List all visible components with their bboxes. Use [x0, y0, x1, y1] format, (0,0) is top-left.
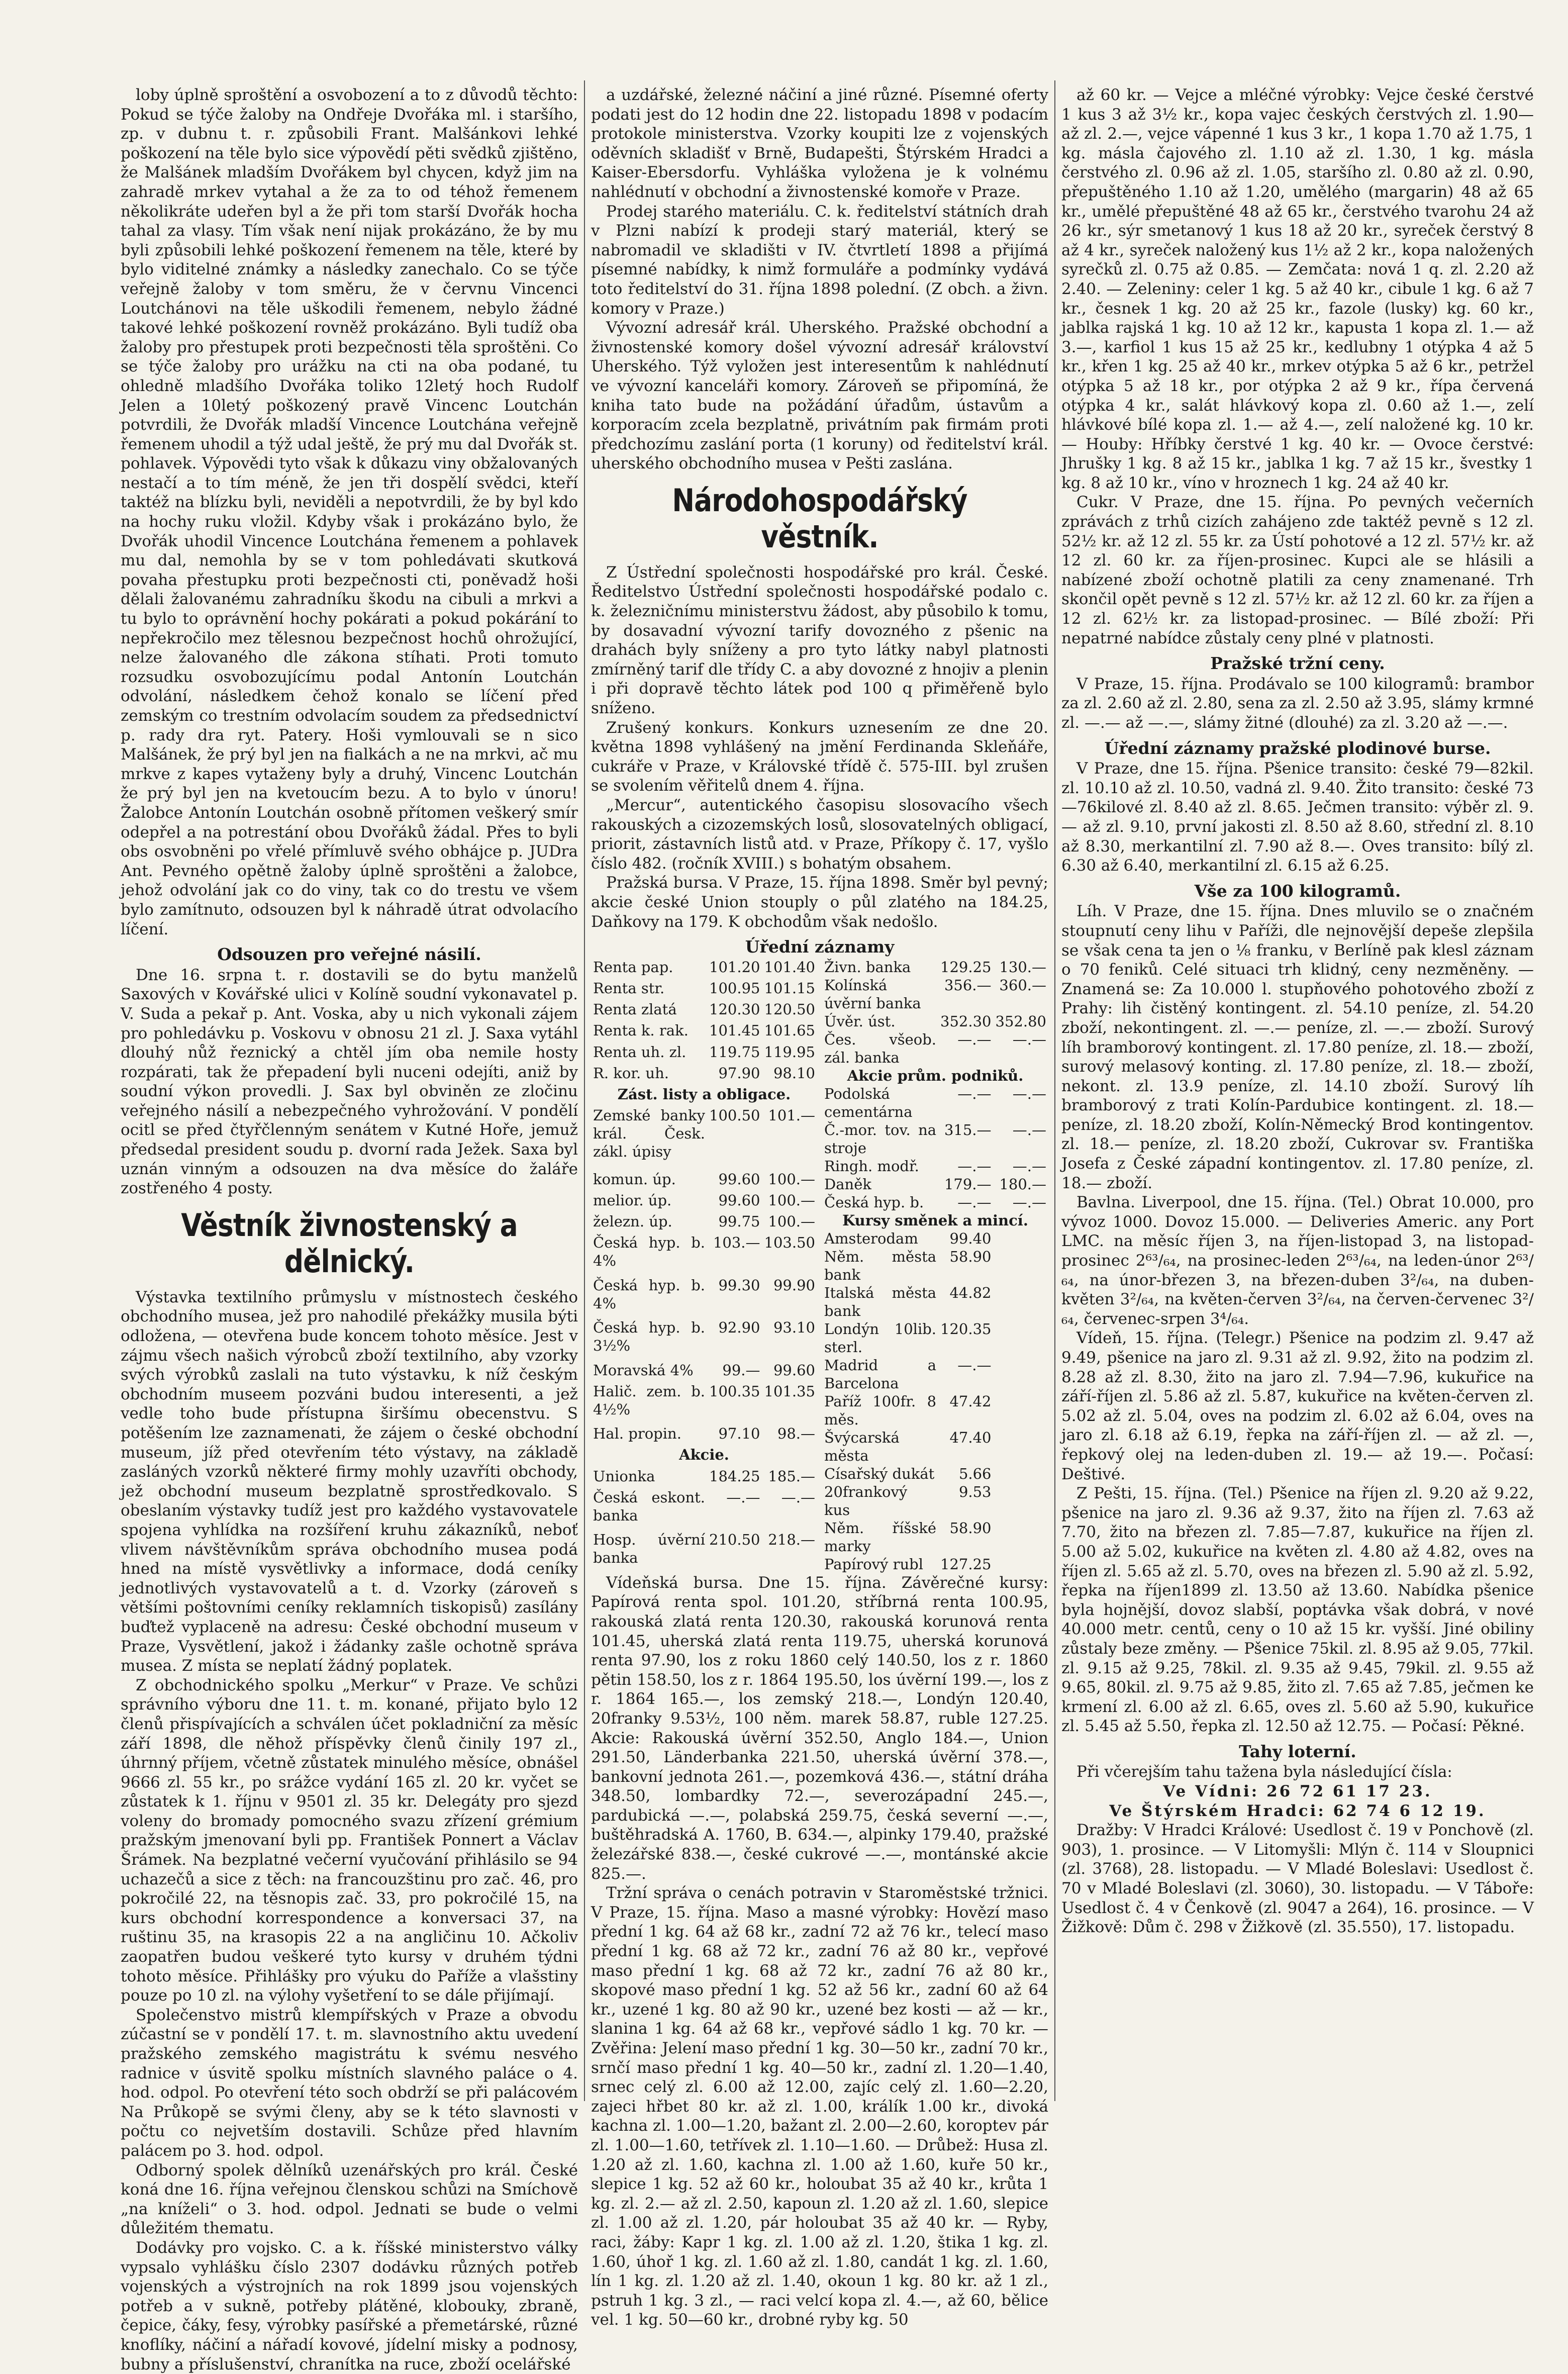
table-cell: 99.60 — [718, 1191, 760, 1209]
table-row — [591, 1106, 817, 1170]
bourse-tables — [591, 958, 1048, 1573]
table-cell: —.— — [1012, 1157, 1046, 1175]
article-paragraph: Společenstvo mistrů klempířských v Praze a obvodu zúčastní se v pondělí 17. t. m. slavnostního aktu uvedení pražského zemského magistrátu k svému nesvého radnice v úsvitě spolku místních slavného paláce o 4. hod. odpol. Po otevření této soch obdrží se při palácovém Na Průkopě se svými členy, aby se k této slavnosti v počtu co nejvetším dostavili. Schůze před hlavním palácem po 3. hod. odpol. — [121, 2006, 578, 2160]
table-cell: 101.— — [768, 1107, 815, 1124]
table-cell: —.— — [957, 1030, 992, 1048]
table-row — [822, 1284, 1048, 1320]
table-cell: 99.75 — [718, 1213, 760, 1230]
table-cell: Podolská cementárna — [824, 1085, 913, 1120]
article-paragraph: V Praze, dne 15. října. Pšenice transito: české 79—82kil. zl. 10.10 až zl. 10.50, vadná zl. 9.40. Žito transito: české 73—76kilové zl. 8.40 až zl. 8.65. Ječmen transito: výběr zl. 9.— až zl. 9.10, první jakosti zl. 8.50 až 8.60, střední zl. 8.10 až 8.30, merkantilní zl. 7.90 až 8.—. Oves transito: bílý zl. 6.30 až 6.40, merkantilní zl. 6.15 až 6.25. — [1061, 759, 1534, 875]
table-cell: Č.-mor. tov. na stroje — [824, 1121, 937, 1157]
table-row — [591, 958, 817, 979]
table-cell: 218.— — [768, 1531, 815, 1549]
table-cell: Madrid a Barcelona — [824, 1356, 937, 1392]
table-cell: Daněk — [824, 1175, 871, 1193]
table-subheading: Zást. listy a obligace. — [617, 1085, 791, 1103]
table-cell: 98.10 — [773, 1064, 815, 1082]
table-cell: 101.40 — [764, 958, 815, 976]
table-cell: 119.95 — [764, 1043, 815, 1061]
bourse-table-right — [822, 958, 1048, 1573]
table-cell: 127.25 — [940, 1555, 992, 1573]
table-cell: —.— — [957, 1085, 992, 1102]
table-cell: 47.40 — [949, 1429, 992, 1446]
article-paragraph: loby úplně sproštění a osvobození a to z důvodů těchto: Pokud se týče žaloby na Ondřeje Dvořáka ml. i staršího, zp. v dubnu t. r. způsobili Frant. Malšánkovi lehké poškození na těle bylo sice výpovědí pěti svědků zjištěno, že Malšánek mladším Dvořákem byl chycen, když jim na zahradě mrkev vytahal a že za to od téhož řemenem několikráte udeřen byl a že při tom starší Dvořák hocha tahal za vlasy. Tím však není nijak prokázáno, že by mu byli způsobili lehké poškození řemenem na těle, které by bylo viditelné známky a následky zanechalo. Co se týče veřejně žaloby v tom směru, že v červnu Vincenci Loutchánovi na těle uškodili řemenem, nebylo žádné takové lehké poškození rovněž prokázáno. Byli tudíž oba žaloby pro přestupek proti bezpečnosti těla sproštěni. Co se týče žaloby pro urážku na cti na oba podané, tu ohledně mladšího Dvořáka toliko 12letý hoch Rudolf Jelen a 10letý poškozený pravě Vincenc Loutchán potvrdili, že Dvořák mladší Vincence Loutchána veřejně řemenem uhodil a týž udal ještě, že prý mu dal Dvořák st. pohlavek. Výpovědi tyto však k důkazu viny obžalovaných nestačí a to tím méně, že jen tři dospělí svědci, kteří taktéž na blízku byli, neviděli a nepotvrdili, že by byl kdo na hochy ruku vložil. Kdyby však i prokázáno bylo, že Dvořák uhodil Vincence Loutchána řemenem a pohlavek mu dal, nemohla by se v tom pohledávati skutková povaha přestupku proti bezpečnosti cti, poněvadž hoši dělali žalovanému zahradníku škodu na cibuli a mrkvi a tu bylo to oprávnění hochy pokárati a pokud pokárání to nepřekročilo mez tělesnou bezpečnost hochů ohrožující, nelze žalovaného dle zákona stíhati. Proti tomuto rozsudku osvobozujícímu podal Antonín Loutchán odvolání, následkem čehož konalo se líčení před zemským co trestním odvolacím soudem za předsednictví p. rady dra ryt. Patery. Hoši vymlouvali se n sico Malšánek, že prý byl jen na fialkách a ne na mrkvi, ač mu mrkve z kapes vytaženy byly a druhý, Vincenc Loutchán že prý byl jen na kvetoucím bezu. A to bylo v únoru! Žalobce Antonín Loutchán osobně přítomen veškerý smír odepřel a na potrestání obou Dvořáků žádal. Přes to byli obs osvobněni po vřelé přímluvě svého obhájce p. JUDra Ant. Pevného opětně žaloby úplně sproštěni a žalobce, jehož odvolání jak co do viny, tak co do trestu ve všem bylo zamítnuto, odsouzen byl k náhradě útrat odvolacího líčení. — [121, 86, 578, 938]
table-cell: Něm. říšské marky — [824, 1519, 937, 1555]
table-cell: Česká hyp. b. — [824, 1193, 924, 1211]
headline-uredni-zaznamy: Úřední záznamy pražské plodinové burse. — [1104, 738, 1491, 758]
article-paragraph: Vídeň, 15. října. (Telegr.) Pšenice na podzim zl. 9.47 až 9.49, pšenice na jaro zl. 9.31 až zl. 9.92, žito na podzim zl. 8.28 až zl. 8.30, žito na jaro zl. 7.94—7.96, kukuřice na září-říjen zl. 5.86 až zl. 5.87, kukuřice na květen-červen zl. 5.02 až zl. 5.04, oves na podzim zl. 6.02 až 6.04, oves na jaro zl. 6.18 až 6.19, řepka na září-říjen zl. — až zl. —, řepkový olej na leden-duben zl. 19.— až 19.—. Počasí: Deštivé. — [1061, 1329, 1534, 1483]
table-cell: —.— — [1012, 1085, 1046, 1102]
table-cell: 58.90 — [949, 1248, 992, 1265]
section-title-narodohospodarsky: Národohospodářský věstník. — [672, 482, 967, 555]
article-paragraph: V Praze, 15. října. Prodávalo se 100 kilogramů: brambor za zl. 2.60 až zl. 2.80, sena za zl. 2.50 až 3.95, slámy krmné zl. —.— až —.—, slámy žitné (dlouhé) za zl. 3.20 až —.—. — [1061, 675, 1534, 732]
table-row — [822, 1229, 1048, 1248]
table-cell: 92.90 — [718, 1319, 760, 1337]
article-paragraph: Z Ústřední společnosti hospodářské pro král. České. Ředitelstvo Ústřední společnosti hospodářské podalo c. k. železničnímu ministerstvu žádost, aby působilo k tomu, by dosavadní vývozní tarify dovozného z pšenic na drahách byly sníženy a pro tyto látky nabyl platnosti zmírněný tarif dle třídy C. a aby dovozné z hnojiv a plenin i při dopravě těchto látek pod 100 q přiměřeně bylo sníženo. — [591, 563, 1048, 718]
table-row — [822, 1320, 1048, 1356]
table-row — [822, 1356, 1048, 1392]
table-row — [591, 1043, 817, 1064]
article-paragraph: Z obchodnického spolku „Merkur“ v Praze. Ve schůzi správního výboru dne 11. t. m. konané, přijato bylo 12 členů přispívajících a schválen účet pokladniční za měsíc září 1898, dle něhož příspěvky členů činily 197 zl., úhrnný příjem, včetně zůstatek minulého měsíce, obnášel 9666 zl. 55 kr., po srážce vydání 165 zl. 20 kr. vyčet se zůstatek k 1. říjnu v 9501 zl. 35 kr. Delegáty pro sjezd voleny do bromady pomocného svazu zřízení grémium pražským jmenovaní byli pp. František Ponnert a Václav Šrámek. Na bezplatné večerní vyučování přihlásilo se 94 uchazečů a sice z těch: na francouzštinu pro zač. 46, pro pokročilé 22, na těsnopis zač. 33, pro pokročilé 15, na kurs obchodní korrespondence a konversaci 37, na ruštinu 35, na krasopis 22 a na angličinu 10. Ačkoliv zaopatřen budou veškeré tyto kursy v druhém týdni tohoto měsíce. Přihlášky pro výuku do Paříže a vlašstiny pouze po 10 zl. na výlohy vyšetření to se dále přijímají. — [121, 1676, 578, 2005]
table-cell: 100.50 — [709, 1107, 760, 1124]
table-cell: Renta uh. zl. — [593, 1043, 687, 1061]
table-cell: Čes. všeob. zál. banka — [824, 1030, 937, 1066]
article-paragraph: Dražby: V Hradci Králové: Usedlost č. 19 v Ponchově (zl. 903), 1. prosince. — V Litomyšli: Mlýn č. 114 v Sloupnici (zl. 3768), 28. listopadu. — V Mladé Boleslavi: Usedlost č. 70 v Mladé Boleslavi (zl. 3060), 30. listopadu. — V Táboře: Usedlost č. 4 v Čenkově (zl. 9047 a 264), 16. prosince. — V Žižkově: Dům č. 298 v Žižkově (zl. 35.550), 17. listopadu. — [1061, 1821, 1534, 1937]
table-cell: 103.— — [713, 1234, 760, 1252]
table-cell: 179.— — [944, 1175, 992, 1193]
article-paragraph: Výstavka textilního průmyslu v místnostech českého obchodního musea, jež pro nahodilé překážky musila býti odložena, — otevřena bude koncem tohoto měsíce. Jest v zájmu všech našich výrobců zboží textilního, aby vzorky svých výrobků zaslali na tuto výstavku, k níž českým obchodním museem pozváni budou interesenti, a jež vedle toho bude přístupna širšímu obecenstvu. S potěšením lze zaznamenati, že zájem o české obchodní museum, jíž před otevřením této výstavy, na základě zasláných vzorků některé firmy mohly uzavříti obchody, jež obchodní museum bezplatně sprostředkovalo. S obeslaním výstavky tudíž jest pro každého vystavovatele spojena vyhlídka na rozšíření kruhu zákazníků, neboť vlivem návštěvníkům správa obchodního musea podá hned na místě vysvětlivky a informace, dodá ceníky jednotlivých vystavovatelů a t. d. Vzorky (zároveň s většími poštovními ceníky reklamních tiskopisů) zasílány buďtež vyplaceně na adresu: České obchodní museum v Praze, Vysvětlení, jakož i žádanky zašle ochotně správa musea. Z místa se neplatí žádný poplatek. — [121, 1288, 578, 1675]
lottery-result-graz — [1061, 1801, 1534, 1821]
article-paragraph: a uzdářské, železné náčiní a jiné různé. Písemné oferty podati jest do 12 hodin dne 22. listopadu 1898 v podacím protokole ministerstva. Vzorky koupiti lze z vojenských oděvních skladišť v Brně, Budapešti, Štýrském Hradci a Kaiser-Ebersdorfu. Vyhláška vyložena je k volnému nahlédnutí v obchodní a živnostenské komoře v Praze. — [591, 86, 1048, 201]
table-cell: 130.— — [999, 958, 1046, 976]
article-paragraph: Při včerejším tahu tažena byla následující čísla: — [1076, 1763, 1452, 1781]
table-cell: 99.— — [722, 1361, 760, 1379]
table-cell: Kolínská úvěrní banka — [824, 976, 921, 1012]
table-cell: Moravská 4% — [593, 1361, 694, 1379]
table-row — [591, 1212, 817, 1233]
table-row — [822, 976, 1048, 1012]
lottery-result-vienna — [1061, 1782, 1534, 1801]
table-row — [591, 1276, 817, 1318]
table-row — [591, 1425, 817, 1446]
table-cell: 120.35 — [940, 1320, 992, 1338]
table-row — [591, 979, 817, 1000]
table-cell: 99.30 — [718, 1276, 760, 1294]
article-paragraph: Vídeňská bursa. Dne 15. října. Závěrečné kursy: Papírová renta spol. 101.20, stříbrná renta 100.95, rakouská zlatá renta 120.30, rakouská korunová renta 101.45, uherská zlatá renta 119.75, uherská korunová renta 97.90, los z roku 1860 celý 140.50, los z r. 1860 pětin 158.50, los z r. 1864 195.50, los úvěrní 199.—, los z r. 1864 165.—, los zemský 218.—, Londýn 120.40, 20franky 9.53½, 100 něm. marek 58.87, ruble 127.25. Akcie: Rakouská úvěrní 352.50, Anglo 184.—, Union 291.50, Länderbanka 221.50, uherská úvěrní 378.—, bankovní jednota 261.—, pozemková 436.—, státní dráha 348.50, lombardky 72.—, severozápadní 245.—, pardubická —.—, polabská 259.75, česká severní —.—, buštěhradská A. 1760, B. 634.—, alpinky 179.40, pražské železářské 838.—, české cukrové —.—, montánské akcie 825.—. — [591, 1573, 1048, 1883]
table-cell: 58.90 — [949, 1519, 992, 1537]
table-cell: Císařský dukát — [824, 1465, 935, 1482]
table-row — [822, 958, 1048, 976]
bourse-table-left — [591, 958, 817, 1573]
table-cell: 101.35 — [764, 1382, 815, 1400]
table-cell: 100.— — [768, 1213, 815, 1230]
table-cell: —.— — [957, 1157, 992, 1175]
table-cell: 20frankový kus — [824, 1483, 908, 1518]
table-cell: Česká hyp. b. 4% — [593, 1234, 706, 1270]
article-paragraph: Bavlna. Liverpool, dne 15. října. (Tel.) Obrat 10.000, pro vývoz 1000. Dovoz 15.000. — Deliveries Americ. any Port LMC. na měsíc říjen 3, na říjen-listopad 3, na listopad-prosinec 2⁶³/₆₄, na prosinec-leden 2⁶³/₆₄, na leden-únor 2⁶³/₆₄, na únor-březen 3, na březen-duben 3²/₆₄, na duben-květen 3²/₆₄, na květen-červen 3²/₆₄, na červen-červenec 3²/₆₄, červenec-srpen 3⁴/₆₄. — [1061, 1193, 1534, 1328]
article-paragraph: Zrušený konkurs. Konkurs uznesením ze dne 20. května 1898 vyhlášený na jmění Ferdinanda Skleňáře, cukráře v Praze, v Královské třídě č. 575-III. byl zrušen se svolením věřitelů dnem 4. října. — [591, 718, 1048, 795]
table-cell: —.— — [1012, 1030, 1046, 1048]
table-row — [822, 1030, 1048, 1067]
table-cell: 97.90 — [718, 1064, 760, 1082]
table-cell: 97.10 — [718, 1425, 760, 1443]
article-paragraph: Dne 16. srpna t. r. dostavili se do bytu manželů Saxových v Kovářské ulici v Kolíně soudní vykonavatel p. V. Suda a pekař p. Ant. Voska, aby u nich vykonali zájem pro pohledávku p. Voskovu v obnosu 21 zl. J. Saxa vytáhl dlouhý nůž řeznický a chtěl jím oba nemile hosty rozpárati, tak že přepadení byli nuceni odejíti, aniž by soudní výkon provedli. J. Sax byl obviněn ze zločinu veřejného násilí a nebezpečného vyhrožování. V pondělí ocitl se před čtyřčlenným senátem v Kutné Hoře, jemuž předsedal president soudu p. dvorní rada Ježek. Saxa byl uznán vinným a odsouzen na dva měsíce do žaláře zostřeného 4 posty. — [121, 966, 578, 1198]
table-cell: 99.60 — [773, 1361, 815, 1379]
article-paragraph: Dodávky pro vojsko. C. a k. říšské ministerstvo války vypsalo vyhlášku číslo 2307 dodávku různých potřeb vojenských a výstrojních na rok 1899 jsou vojenských potřeb a v sukně, potřeby plátěné, klobouky, zbraně, čepice, čáky, fesy, výrobky pasířské a přemetárské, různé knoflíky, náčiní a nářadí kovové, jídelní misky a podnosy, bubny a příslušenství, chranítka na ruce, zboží ocelářské — [121, 2238, 578, 2373]
table-cell: 101.20 — [709, 958, 760, 976]
table-cell: Česká hyp. b. 4% — [593, 1276, 706, 1312]
table-cell: Švýcarská města — [824, 1429, 900, 1464]
table-cell: 103.50 — [764, 1234, 815, 1252]
table-row — [591, 1382, 817, 1425]
table-cell: 352.30 — [940, 1012, 992, 1030]
table-row — [822, 1392, 1048, 1429]
table-cell: komun. úp. — [593, 1170, 676, 1188]
table-cell: železn. úp. — [593, 1213, 672, 1230]
headline-odsouzen: Odsouzen pro veřejné násilí. — [217, 944, 481, 965]
article-paragraph: Z Pešti, 15. října. (Tel.) Pšenice na říjen zl. 9.20 až 9.22, pšenice na jaro zl. 9.36 až 9.37, žito na říjen zl. 7.63 až 7.70, žito na březen zl. 7.85—7.87, kukuřice na říjen zl. 5.00 až 5.02, kukuřice na květen zl. 4.80 až 4.82, oves na říjen zl. 5.65 až zl. 5.70, oves na březen zl. 5.90 až zl. 5.92, řepka na říjen1899 zl. 13.50 až 13.60. Nabídka pšenice byla hojnější, dovoz slabší, poptávka však dobrá, v nové 40.000 metr. centů, ceny o 10 až 15 kr. vyšší. Jiné obiliny zůstaly beze změny. — Pšenice 75kil. zl. 8.95 až 9.05, 77kil. zl. 9.15 až 9.25, 78kil. zl. 9.35 až 9.45, 79kil. zl. 9.55 až 9.65, 80kil. zl. 9.75 až 9.85, žito zl. 7.65 až 7.85, ječmen ke krmení zl. 6.00 až zl. 6.65, oves zl. 5.60 až 5.90, kukuřice zl. 5.45 až 5.50, řepka zl. 12.50 až 12.75. — Počasí: Pěkné. — [1061, 1484, 1534, 1736]
article-paragraph: Prodej starého materiálu. C. k. ředitelství státních drah v Plzni nabízí k prodeji starý materiál, který se nabromadil ve skladišti v IV. čtvrtletí 1898 a přijímá písemné nabídky, k nimž formuláře a podmínky vydává toto ředitelství do 31. října 1898 polední. (Z obch. a živn. komory v Praze.) — [591, 202, 1048, 318]
headline-prazske-ceny: Pražské tržní ceny. — [1210, 653, 1385, 674]
article-paragraph: Cukr. V Praze, dne 15. října. Po pevných večerních zprávách z trhů cizích zahájeno zde taktéž pevně s 12 zl. 52½ kr. až 12 zl. 55 kr. za Ústí pohotové a 12 zl. 57½ kr. až 12 zl. 60 kr. za říjen-prosinec. Kupci ale se hlásili a nabízené zboží ochotně platili za ceny znamenané. Trh skončil opět pevně s 12 zl. 57½ kr. až 12 zl. 60 kr. za říjen a 12 zl. 62½ kr. za listopad-prosinec. — Bílé zboží: Při nepatrné nabídce zůstaly ceny plné v platnosti. — [1061, 493, 1534, 647]
table-cell: Renta k. rak. — [593, 1022, 689, 1039]
table-row — [822, 1248, 1048, 1284]
table-row — [591, 1318, 817, 1361]
table-cell: Úvěr. úst. — [824, 1012, 896, 1030]
table-row — [591, 1064, 817, 1085]
table-cell: Ringh. modř. — [824, 1157, 919, 1175]
table-cell: 9.53 — [958, 1483, 992, 1500]
table-row — [822, 1555, 1048, 1573]
column-1 — [121, 85, 578, 2373]
table-cell: 120.50 — [764, 1001, 815, 1018]
table-row — [591, 1191, 817, 1212]
table-subheading: Akcie. — [679, 1446, 729, 1464]
table-cell: R. kor. uh. — [593, 1064, 669, 1082]
table-cell: 356.— — [944, 976, 992, 994]
section-title-vestnik-zivnostensky: Věstník živnostenský a dělnický. — [181, 1206, 518, 1280]
table-cell: —.— — [957, 1193, 992, 1211]
table-cell: 185.— — [768, 1467, 815, 1485]
table-cell: 129.25 — [940, 958, 992, 976]
table-cell: 47.42 — [949, 1392, 992, 1410]
table-cell: —.— — [726, 1488, 760, 1506]
table-cell: Česká eskont. banka — [593, 1488, 706, 1524]
table-cell: 100.95 — [709, 979, 760, 997]
lottery-numbers: 26 72 61 17 23. — [1266, 1782, 1432, 1801]
table-cell: Papírový rubl — [824, 1555, 924, 1573]
table-cell: Unionka — [593, 1467, 655, 1485]
table-row — [591, 1170, 817, 1191]
table-cell: Něm. města bank — [824, 1248, 937, 1283]
table-row — [591, 1531, 817, 1573]
table-row — [822, 1175, 1048, 1193]
table-cell: 360.— — [999, 976, 1046, 994]
column-2 — [591, 85, 1048, 2329]
table-row — [591, 1233, 817, 1276]
table-row — [822, 1121, 1048, 1157]
column-rule-1 — [584, 80, 585, 2101]
article-paragraph: Líh. V Praze, dne 15. října. Dnes mluvilo se o značném stoupnutí ceny lihu v Paříži, dle nejnovější depeše zlepšila se však cena ta jen o ⅛ franku, v Berlíně pak klesl záznam o 70 feniků. Celé situaci trh klidný, ceny nezměněny. — Znamená se: Za 10.000 l. stupňového pohotového zboží z Prahy: lih čistěný kontingent. zl. 54.10 peníze, zl. 54.20 zboží, nekontingent. zl. —.— peníze, zl. —.— zboží. Surový líh bramborový kontingent. zl. 17.80 peníze, zl. 18.— zboží, surový melasový konting. zl. 17.80 peníze, zl. 18.— zboží, nekont. zl. 13.9 peníze, zl. 14.10 zboží. Surový líh bramborový z trati Kolín-Pardubice kontingent. zl. 18.— peníze, zl. 18.20 zboží, Kolín-Německý Brod kontingentov. zl. 18.— peníze, zl. 18.20 zboží, Cukrovar sv. Františka Josefa z České západní kontingentov. zl. 17.80 peníze, zl. 18.— zboží. — [1061, 902, 1534, 1192]
table-cell: 100.— — [768, 1191, 815, 1209]
table-row — [822, 1519, 1048, 1555]
table-cell: 101.45 — [709, 1022, 760, 1039]
table-subheading: Akcie prům. podniků. — [847, 1067, 1024, 1084]
table-cell: —.— — [781, 1488, 815, 1506]
table-cell: Zemské banky král. Česk. zákl. úpisy — [593, 1107, 706, 1161]
table-cell: Renta zlatá — [593, 1001, 677, 1018]
table-cell: 352.80 — [995, 1012, 1046, 1030]
bourse-table-title: Úřední záznamy — [745, 937, 895, 957]
table-cell: Amsterodam — [824, 1229, 918, 1247]
table-cell: 99.40 — [949, 1229, 992, 1247]
table-row — [822, 1193, 1048, 1211]
table-cell: 99.60 — [718, 1170, 760, 1188]
table-cell: melior. úp. — [593, 1191, 672, 1209]
table-cell: Renta str. — [593, 979, 665, 997]
lottery-label: Ve Štýrském Hradci: — [1109, 1801, 1326, 1820]
table-row — [822, 1157, 1048, 1175]
table-cell: 100.— — [768, 1170, 815, 1188]
table-row — [822, 1012, 1048, 1030]
article-paragraph: Vývozní adresář král. Uherského. Pražské obchodní a živnostenské komory došel vývozní adresář království Uherského. Týž vyložen jest interesentům k nahlédnutí ve vývozní kanceláři komory. Zároveň se připomíná, že kniha tato bude na požádání úřadům, ústavům a korporacím zcela bezplatně, privátním pak firmám proti předchozímu zaslání porta (1 koruny) od ředitelství král. uherského obchodního musea v Pešti zaslána. — [591, 319, 1048, 473]
table-cell: 5.66 — [958, 1465, 992, 1482]
table-cell: Hosp. úvěrní banka — [593, 1531, 706, 1567]
lottery-numbers: 62 74 6 12 19. — [1333, 1801, 1486, 1820]
column-3 — [1061, 85, 1534, 2096]
table-row — [822, 1429, 1048, 1465]
table-row — [591, 1361, 817, 1382]
table-row — [591, 1000, 817, 1021]
article-paragraph: Tržní správa o cenách potravin v Staroměstské tržnici. V Praze, 15. října. Maso a masné výrobky: Hovězí maso přední 1 kg. 64 až 68 kr., zadní 72 až 76 kr., telecí maso přední 1 kg. 68 až 72 kr., zadní 76 až 80 kr., vepřové maso přední 1 kg. 68 až 72 kr., zadní 76 až 80 kr., skopové maso přední 1 kg. 52 až 56 kr., zadní 60 až 64 kr., uzené 1 kg. 80 až 90 kr., uzené bez kosti — až — kr., slanina 1 kg. 64 až 68 kr., vepřové sádlo 1 kg. 70 kr. — Zvěřina: Jelení maso přední 1 kg. 30—50 kr., zadní 70 kr., srnčí maso přední 1 kg. 40—50 kr., zadní zl. 1.20—1.40, srnec celý zl. 6.00 až 12.00, zajíc celý zl. 1.60—2.20, zajeci hřbet 80 kr. až zl. 1.00, králík 1.00 kr., divoká kachna zl. 1.00—1.20, bažant zl. 2.00—2.60, koroptev pár zl. 1.00—1.60, tetřívek zl. 1.10—1.60. — Drůbež: Husa zl. 1.20 až zl. 1.60, kachna zl. 1.00 až 1.60, kuře 50 kr., slepice 1 kg. 52 až 60 kr., holoubat 35 až 40 kr., krůta 1 kg. zl. 2.— až zl. 2.50, kapoun zl. 1.20 až zl. 1.60, slepice zl. 1.00 až zl. 1.20, pár holoubat 35 až 40 kr. — Ryby, raci, žáby: Kapr 1 kg. zl. 1.00 až zl. 1.20, štika 1 kg. zl. 1.60, úhoř 1 kg. zl. 1.60 až zl. 1.80, candát 1 kg. zl. 1.60, lín 1 kg. zl. 1.20 až zl. 1.40, okoun 1 kg. 80 kr. až 1 zl., pstruh 1 kg. 3 zl., — raci velcí kopa zl. 4.—, až 60, bělice vel. 1 kg. 50—60 kr., drobné ryby kg. 50 — [591, 1884, 1048, 2329]
table-cell: —.— — [957, 1356, 992, 1374]
table-cell: 120.30 — [709, 1001, 760, 1018]
table-cell: Londýn 10lib. sterl. — [824, 1320, 937, 1356]
table-row — [591, 1021, 817, 1042]
table-cell: Hal. propin. — [593, 1425, 681, 1443]
table-cell: 119.75 — [709, 1043, 760, 1061]
table-cell: Renta pap. — [593, 958, 673, 976]
table-cell: 184.25 — [709, 1467, 760, 1485]
table-cell: 100.35 — [709, 1382, 760, 1400]
article-paragraph: Pražská bursa. V Praze, 15. října 1898. Směr byl pevný; akcie české Union stouply o půl zlatého na 184.25, Daňkovy na 179. K obchodům však nedošlo. — [591, 874, 1048, 931]
table-row — [822, 1483, 1048, 1519]
article-paragraph: Odborný spolek dělníků uzenářských pro král. České koná dne 16. října veřejnou členskou schůzi na Smíchově „na kníželi“ o 3. hod. odpol. Jednati se bude o velmi důležitém thematu. — [121, 2161, 578, 2238]
table-cell: 315.— — [944, 1121, 992, 1138]
table-cell: Česká hyp. b. 3½% — [593, 1319, 706, 1355]
table-subheading: Kursy směnek a mincí. — [842, 1211, 1028, 1229]
table-cell: 180.— — [999, 1175, 1046, 1193]
table-cell: Halič. zem. b. 4½% — [593, 1382, 706, 1418]
table-cell: Paříž 100fr. 8 měs. — [824, 1392, 937, 1428]
table-cell: Živn. banka — [824, 958, 911, 976]
table-row — [591, 1488, 817, 1531]
column-rule-2 — [1054, 80, 1055, 2101]
table-cell: 98.— — [777, 1425, 815, 1443]
article-paragraph: až 60 kr. — Vejce a mléčné výrobky: Vejce české čerstvé 1 kus 3 až 3½ kr., kopa vajec českých čerstvých zl. 1.90— až zl. 2.—, vejce vápenné 1 kus 3 kr., 1 kopa 1.70 až 1.75, 1 kg. másla čajového zl. 1.10 až zl. 1.30, 1 kg. másla čerstvého zl. 0.96 až zl. 1.05, staršího zl. 0.80 až zl. 0.90, přepuštěného 1.10 až 1.20, umělého (margarin) 48 až 65 kr., umělé přepuštěné 48 až 65 kr., čerstvého tvarohu 24 až 26 kr., sýr smetanový 1 kus 18 až 20 kr., syreček čerstvý 8 až 4 kr., syreček naložený kus 1½ až 2 kr., kopa naložených syrečků zl. 0.75 až 0.85. — Zemčata: nová 1 q. zl. 2.20 až 2.40. — Zeleniny: celer 1 kg. 5 až 40 kr., cibule 1 kg. 6 až 7 kr., česnek 1 kg. 20 až 25 kr., fazole (lusky) kg. 60 kr., jablka rajská 1 kg. 10 až 12 kr., kapusta 1 kopa zl. 1.— až 3.—, karfiol 1 kus 15 až 25 kr., kedlubny 1 otýpka 4 až 5 kr., křen 1 kg. 25 až 40 kr., mrkev otýpka 5 až 6 kr., petržel otýpka 5 až 18 kr., por otýpka 2 až 9 kr., řípa červená otýpka 4 kr., salát hlávkový kopa zl. 0.60 až 1.—, zelí hlávkové bílé kopa zl. 1.— až 4.—, zelí naložené kg. 10 kr. — Houby: Hříbky čerstvé 1 kg. 40 kr. — Ovoce čerstvé: Jhrušky 1 kg. 8 až 15 kr., jablka 1 kg. 7 až 15 kr., švestky 1 kg. 8 až 10 kr., víno v hroznech 1 kg. 24 až 40 kr. — [1061, 86, 1534, 492]
article-paragraph: „Mercur“, autentického časopisu slosovacího všech rakouských a cizozemských losů, slosovatelných obligací, priorit, zástavních listů atd. v Praze, Příkopy č. 17, vyšlo číslo 482. (ročník XVIII.) s bohatým obsahem. — [591, 796, 1048, 873]
units-note: Vše za 100 kilogramů. — [1194, 881, 1401, 901]
table-cell: —.— — [1012, 1121, 1046, 1138]
table-row — [822, 1465, 1048, 1483]
table-cell: 44.82 — [949, 1284, 992, 1301]
table-cell: 101.65 — [764, 1022, 815, 1039]
table-cell: —.— — [1012, 1193, 1046, 1211]
table-row — [591, 1467, 817, 1488]
lottery-label: Ve Vídni: — [1163, 1782, 1259, 1801]
table-cell: 210.50 — [709, 1531, 760, 1549]
table-row — [822, 1085, 1048, 1121]
table-cell: Italská města bank — [824, 1284, 937, 1319]
table-cell: 99.90 — [773, 1276, 815, 1294]
table-cell: 93.10 — [773, 1319, 815, 1337]
table-cell: 101.15 — [764, 979, 815, 997]
headline-tahy-loterni: Tahy loterní. — [1239, 1741, 1356, 1761]
